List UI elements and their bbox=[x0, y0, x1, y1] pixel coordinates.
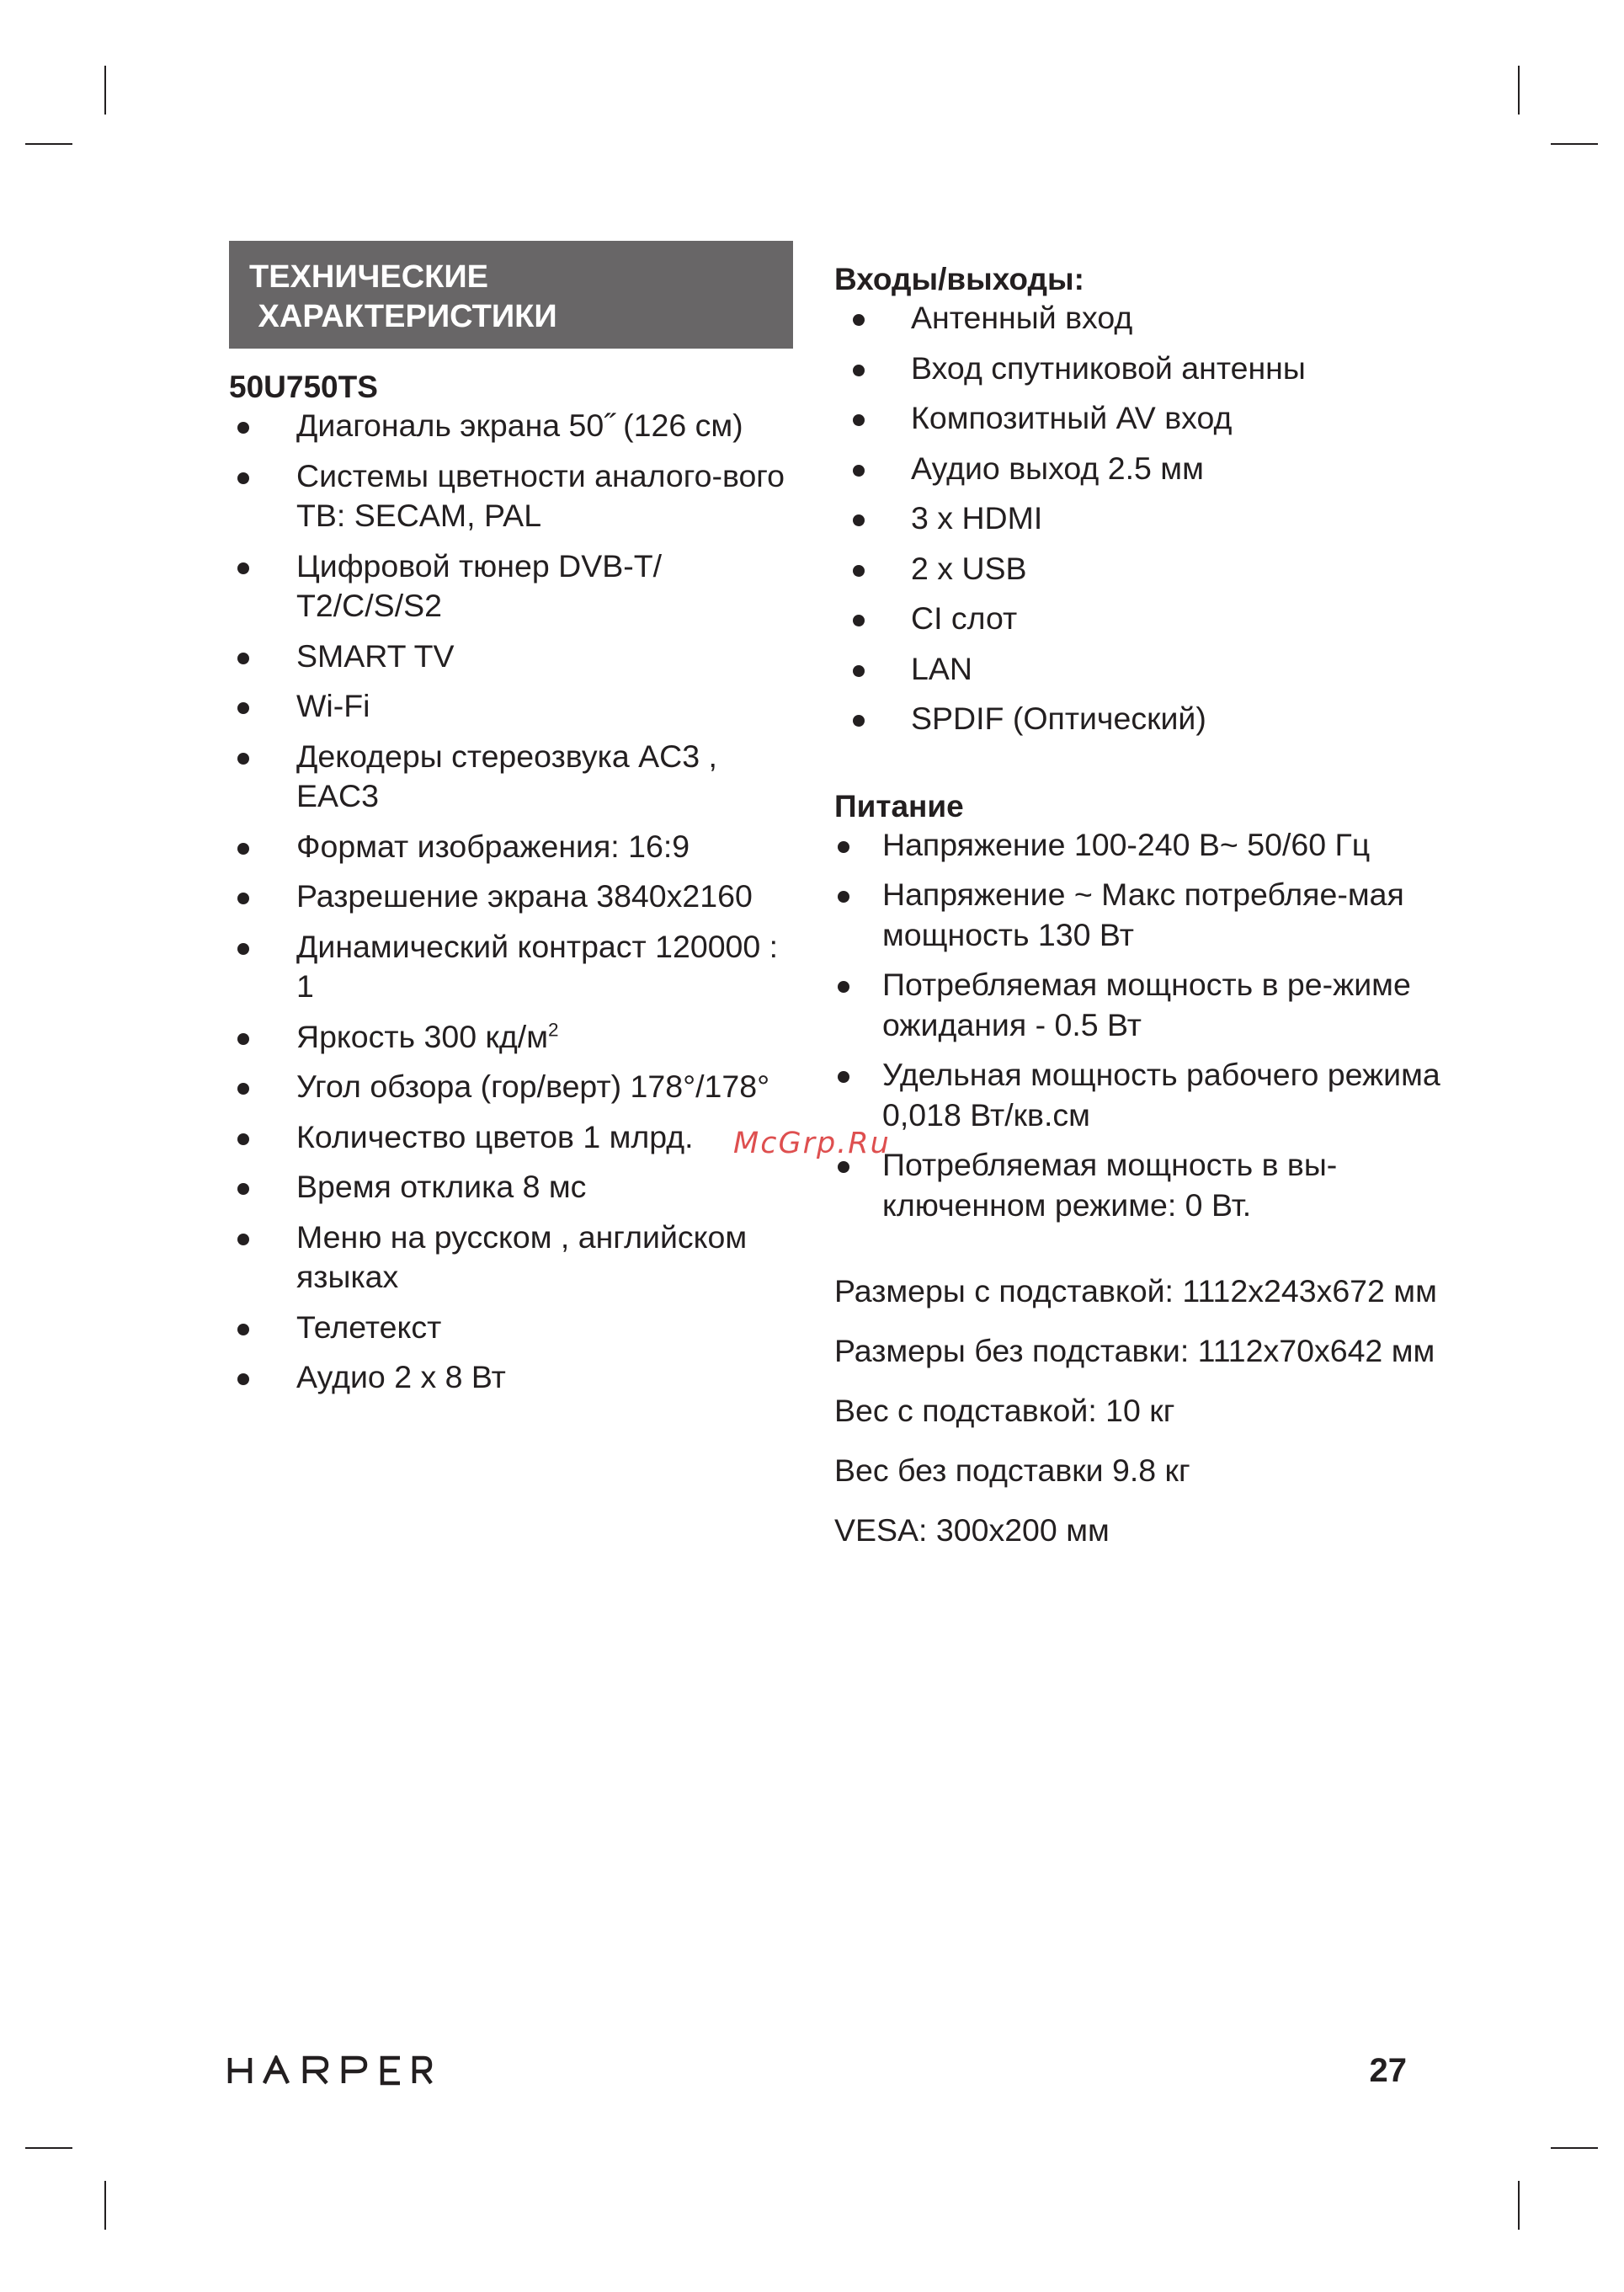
dimension-line: Вес без подставки 9.8 кг bbox=[834, 1452, 1190, 1488]
io-item-text: Композитный AV вход bbox=[911, 400, 1233, 435]
model-name: 50U750TS bbox=[229, 370, 378, 404]
crop-mark-bottom-left-horizontal bbox=[25, 2147, 72, 2149]
bullet-icon bbox=[237, 1183, 249, 1195]
spec-item bbox=[229, 827, 793, 867]
spec-item bbox=[229, 1067, 793, 1107]
power-item-text: Удельная мощность рабочего режима 0,018 Вт/кв.см bbox=[882, 1057, 1440, 1133]
bullet-icon bbox=[838, 981, 849, 993]
bullet-icon bbox=[237, 422, 249, 434]
bullet-icon bbox=[237, 653, 249, 664]
power-item-text: Потребляемая мощность в вы-ключенном режиме: 0 Вт. bbox=[882, 1147, 1338, 1223]
spec-item-text: Меню на русском , английском языках bbox=[296, 1218, 748, 1294]
bullet-icon bbox=[853, 715, 865, 727]
crop-mark-top-right-horizontal bbox=[1551, 143, 1598, 145]
dimension-line: VESA: 300x200 мм bbox=[834, 1512, 1110, 1548]
bullet-icon bbox=[237, 1033, 249, 1045]
bullet-icon bbox=[237, 1083, 249, 1095]
dimension-line: Размеры без подставки: 1112x70x642 мм bbox=[834, 1333, 1435, 1368]
spec-item-text: Wi-Fi bbox=[296, 688, 370, 723]
bullet-icon bbox=[237, 562, 249, 574]
watermark: McGrp.Ru bbox=[733, 1127, 891, 1160]
harper-logo bbox=[227, 2055, 433, 2086]
io-item-text: CI слот bbox=[911, 600, 1018, 636]
spec-item bbox=[229, 1308, 793, 1348]
spec-item-text: Диагональ экрана 50˝ (126 см) bbox=[296, 408, 743, 443]
io-item-text: Вход спутниковой антенны bbox=[911, 349, 1306, 386]
bullet-icon bbox=[838, 1161, 849, 1173]
right-column bbox=[834, 241, 1474, 1570]
power-item-text: Напряжение ~ Макс потребляе-мая мощность 130 Вт bbox=[882, 877, 1404, 952]
power-item bbox=[834, 965, 1474, 1045]
spec-item bbox=[229, 686, 793, 727]
spec-item bbox=[229, 1117, 793, 1158]
bullet-icon bbox=[237, 1373, 249, 1385]
crop-mark-top-right-vertical bbox=[1518, 66, 1520, 115]
spec-item-text: Угол обзора (гор/верт) 178°/178° bbox=[296, 1069, 770, 1104]
spec-item bbox=[229, 1218, 793, 1298]
io-heading: Входы/выходы: bbox=[834, 262, 1084, 296]
bullet-icon bbox=[237, 943, 249, 955]
section-title-banner bbox=[229, 241, 793, 349]
bullet-icon bbox=[237, 1234, 249, 1245]
io-item bbox=[834, 649, 1474, 690]
section-title-line-1: ТЕХНИЧЕСКИЕ bbox=[249, 259, 488, 295]
io-item bbox=[834, 498, 1474, 539]
bullet-icon bbox=[853, 465, 865, 477]
power-heading: Питание bbox=[834, 788, 964, 824]
spec-item-text: Формат изображения: 16:9 bbox=[296, 828, 690, 864]
dimension-line: Вес с подставкой: 10 кг bbox=[834, 1393, 1175, 1428]
bullet-icon bbox=[853, 514, 865, 526]
bullet-icon bbox=[853, 615, 865, 626]
io-item-text: 2 x USB bbox=[911, 550, 1027, 586]
io-item-text: LAN bbox=[911, 650, 972, 686]
io-item-text: Антенный вход bbox=[911, 300, 1133, 335]
spec-item-text: SMART TV bbox=[296, 637, 455, 674]
crop-mark-bottom-left-vertical bbox=[104, 2181, 106, 2230]
spec-item bbox=[229, 1167, 793, 1207]
bullet-icon bbox=[237, 1324, 249, 1335]
crop-mark-bottom-right-vertical bbox=[1518, 2181, 1520, 2230]
section-title-line-2: ХАРАКТЕРИСТИКИ bbox=[249, 299, 557, 334]
bullet-icon bbox=[237, 1133, 249, 1145]
io-item bbox=[834, 449, 1474, 489]
dimensions-block bbox=[834, 1271, 1474, 1550]
io-item bbox=[834, 349, 1474, 389]
power-item-text: Потребляемая мощность в ре-жиме ожидания - 0.5 Вт bbox=[882, 967, 1411, 1042]
spec-item-text: Динамический контраст 120000 : 1 bbox=[296, 928, 779, 1004]
io-list bbox=[834, 298, 1474, 739]
power-item bbox=[834, 1145, 1474, 1225]
spec-item bbox=[229, 737, 793, 817]
spec-item bbox=[229, 1357, 793, 1398]
spec-item-text: Разрешение экрана 3840x2160 bbox=[296, 878, 753, 914]
io-item bbox=[834, 599, 1474, 639]
spec-item bbox=[229, 456, 793, 536]
crop-mark-bottom-right-horizontal bbox=[1551, 2147, 1598, 2149]
bullet-icon bbox=[853, 314, 865, 326]
spec-item bbox=[229, 637, 793, 677]
bullet-icon bbox=[237, 893, 249, 904]
spec-item-text: Системы цветности аналого-вого ТВ: SECAM, PAL bbox=[296, 457, 785, 533]
spec-item bbox=[229, 546, 793, 626]
bullet-icon bbox=[853, 565, 865, 577]
crop-mark-top-left-horizontal bbox=[25, 143, 72, 145]
bullet-icon bbox=[853, 414, 865, 426]
bullet-icon bbox=[237, 472, 249, 484]
power-item bbox=[834, 825, 1474, 866]
bullet-icon bbox=[853, 665, 865, 677]
bullet-icon bbox=[853, 365, 865, 376]
io-item-text: 3 x HDMI bbox=[911, 500, 1043, 536]
spec-item bbox=[229, 1017, 793, 1058]
power-item bbox=[834, 1055, 1474, 1135]
spec-item-text: Количество цветов 1 млрд. bbox=[296, 1118, 694, 1154]
power-list bbox=[834, 825, 1474, 1226]
bullet-icon bbox=[237, 843, 249, 855]
spec-item-text: Декодеры стереозвука AC3 , EAC3 bbox=[296, 738, 717, 813]
io-item bbox=[834, 699, 1474, 739]
left-column bbox=[229, 241, 793, 1408]
bullet-icon bbox=[838, 1071, 849, 1083]
spec-item-text: Телетекст bbox=[296, 1309, 442, 1345]
spec-item-text: Время отклика 8 мс bbox=[296, 1169, 587, 1204]
io-item bbox=[834, 398, 1474, 439]
spec-list bbox=[229, 406, 793, 1398]
spec-item bbox=[229, 406, 793, 446]
io-item-text: Аудио выход 2.5 мм bbox=[911, 450, 1204, 486]
io-item bbox=[834, 549, 1474, 589]
power-item-text: Напряжение 100-240 В~ 50/60 Гц bbox=[882, 826, 1371, 862]
crop-mark-top-left-vertical bbox=[104, 66, 106, 115]
bullet-icon bbox=[838, 891, 849, 903]
bullet-icon bbox=[237, 702, 249, 714]
spec-item-text: Аудио 2 х 8 Вт bbox=[296, 1359, 506, 1394]
io-item bbox=[834, 298, 1474, 338]
power-item bbox=[834, 875, 1474, 955]
spec-item-text: Яркость 300 кд/м bbox=[296, 1018, 548, 1054]
bullet-icon bbox=[237, 753, 249, 765]
spec-item-text: Цифровой тюнер DVB-T/ T2/C/S/S2 bbox=[296, 547, 663, 623]
spec-item bbox=[229, 927, 793, 1007]
page-number: 27 bbox=[1369, 2052, 1407, 2089]
dimension-line: Размеры с подставкой: 1112x243x672 мм bbox=[834, 1273, 1437, 1309]
bullet-icon bbox=[838, 841, 849, 853]
spec-item bbox=[229, 877, 793, 917]
spec-item-superscript: 2 bbox=[547, 1019, 559, 1040]
io-item-text: SPDIF (Оптический) bbox=[911, 701, 1206, 736]
